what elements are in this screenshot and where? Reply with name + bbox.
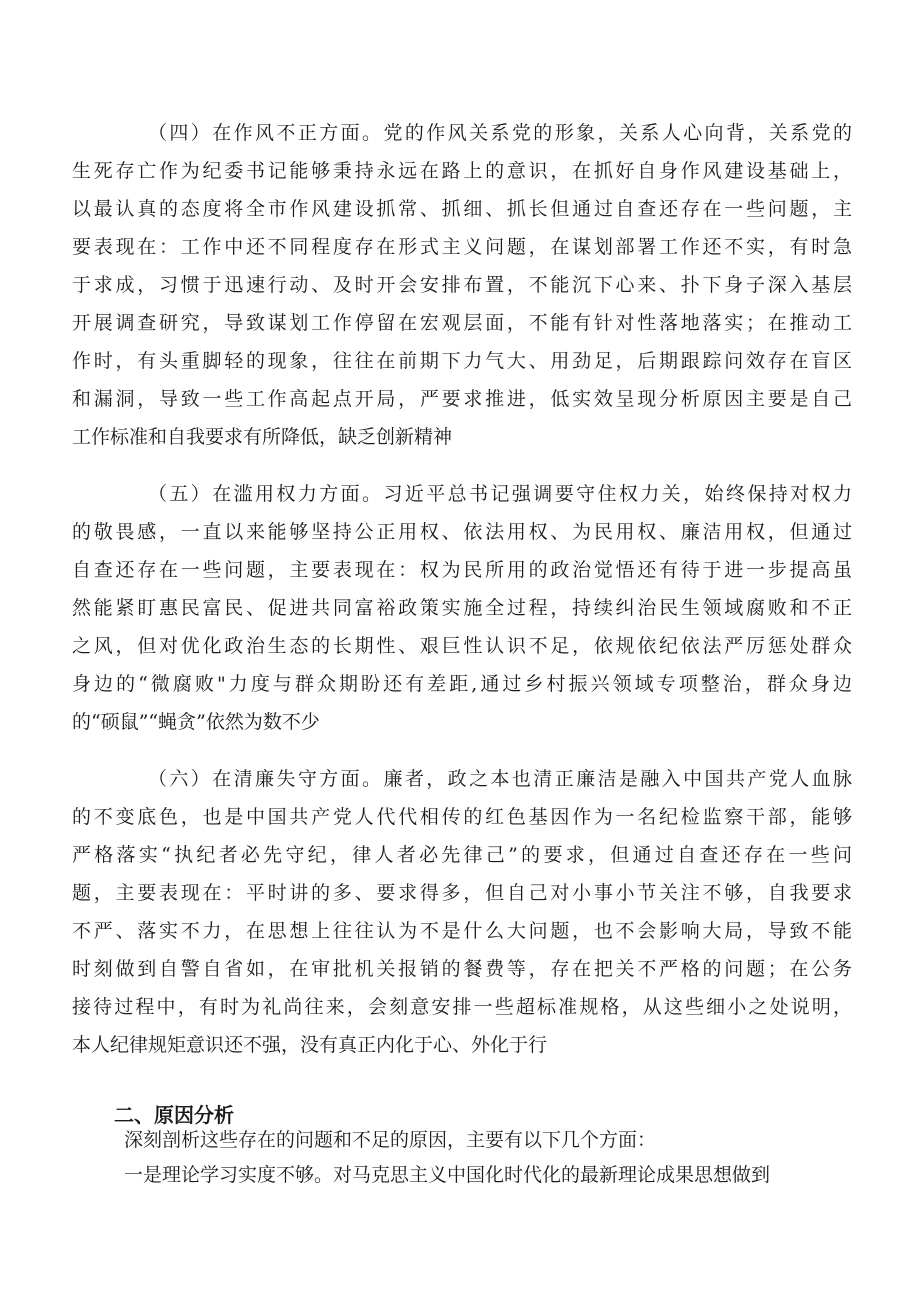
text-line: 之风，但对优化政治生态的长期性、艰巨性认识不足，依规依纪依法严厉惩处群众 [72, 635, 852, 657]
text-line: 生死存亡作为纪委书记能够秉持永远在路上的意识，在抓好自身作风建设基础上， [72, 160, 852, 182]
text-line: 本人纪律规矩意识还不强，没有真正内化于心、外化于行 [72, 1034, 548, 1056]
text-line: 和漏洞，导致一些工作高起点开局，严要求推进，低实效呈现分析原因主要是自己 [72, 388, 852, 410]
text-line: （四）在作风不正方面。党的作风关系党的形象，关系人心向背，关系党的 [148, 122, 852, 144]
text-line: 作时，有头重脚轻的现象，往往在前期下力气大、用劲足，后期跟踪问效存在盲区 [72, 350, 852, 372]
section-heading: 二、原因分析 [114, 1103, 234, 1127]
intro-line: 深刻剖析这些存在的问题和不足的原因，主要有以下几个方面： [124, 1129, 657, 1151]
text-line: 题，主要表现在：平时讲的多、要求得多，但自己对小事小节关注不够，自我要求 [72, 882, 852, 904]
text-line: 以最认真的态度将全市作风建设抓常、抓细、抓长但通过自查还存在一些问题，主 [72, 198, 852, 220]
paragraph-qinglian [72, 760, 852, 1064]
text-line: 时刻做到自警自省如，在审批机关报销的餐费等，存在把关不严格的问题；在公务 [72, 958, 852, 980]
paragraph-zuofeng [72, 114, 852, 456]
text-line: 要表现在：工作中还不同程度存在形式主义问题，在谋划部署工作还不实，有时急 [72, 236, 852, 258]
text-line: 的不变底色，也是中国共产党人代代相传的红色基因作为一名纪检监察干部，能够 [72, 806, 852, 828]
paragraph-quanli [72, 475, 852, 741]
text-line: 身边的“微腐败"力度与群众期盼还有差距,通过乡村振兴领域专项整治，群众身边 [72, 673, 852, 695]
text-line: 严格落实“执纪者必先守纪，律人者必先律己”的要求，但通过自查还存在一些问 [72, 844, 852, 866]
text-line: 然能紧盯惠民富民、促进共同富裕政策实施全过程，持续纠治民生领域腐败和不正 [72, 597, 852, 619]
text-line: 自查还存在一些问题，主要表现在：权为民所用的政治觉悟还有待于进一步提高虽 [72, 559, 852, 581]
text-line: 的“硕鼠”“蝇贪”依然为数不少 [72, 711, 320, 733]
text-line: 不严、落实不力，在思想上往往认为不是什么大问题，也不会影响大局，导致不能 [72, 920, 852, 942]
text-line: 接待过程中，有时为礼尚往来，会刻意安排一些超标准规格，从这些细小之处说明， [72, 996, 852, 1018]
text-line: 的敬畏感，一直以来能够坚持公正用权、依法用权、为民用权、廉洁用权，但通过 [72, 521, 852, 543]
point-one-line: 一是理论学习实度不够。对马克思主义中国化时代化的最新理论成果思想做到 [124, 1164, 771, 1186]
text-line: （五）在滥用权力方面。习近平总书记强调要守住权力关，始终保持对权力 [148, 483, 852, 505]
text-line: 开展调查研究，导致谋划工作停留在宏观层面，不能有针对性落地落实；在推动工 [72, 312, 852, 334]
text-line: 工作标准和自我要求有所降低，缺乏创新精神 [72, 426, 453, 448]
text-line: （六）在清廉失守方面。廉者，政之本也清正廉洁是融入中国共产党人血脉 [148, 768, 852, 790]
text-line: 于求成，习惯于迅速行动、及时开会安排布置，不能沉下心来、扑下身子深入基层 [72, 274, 852, 296]
